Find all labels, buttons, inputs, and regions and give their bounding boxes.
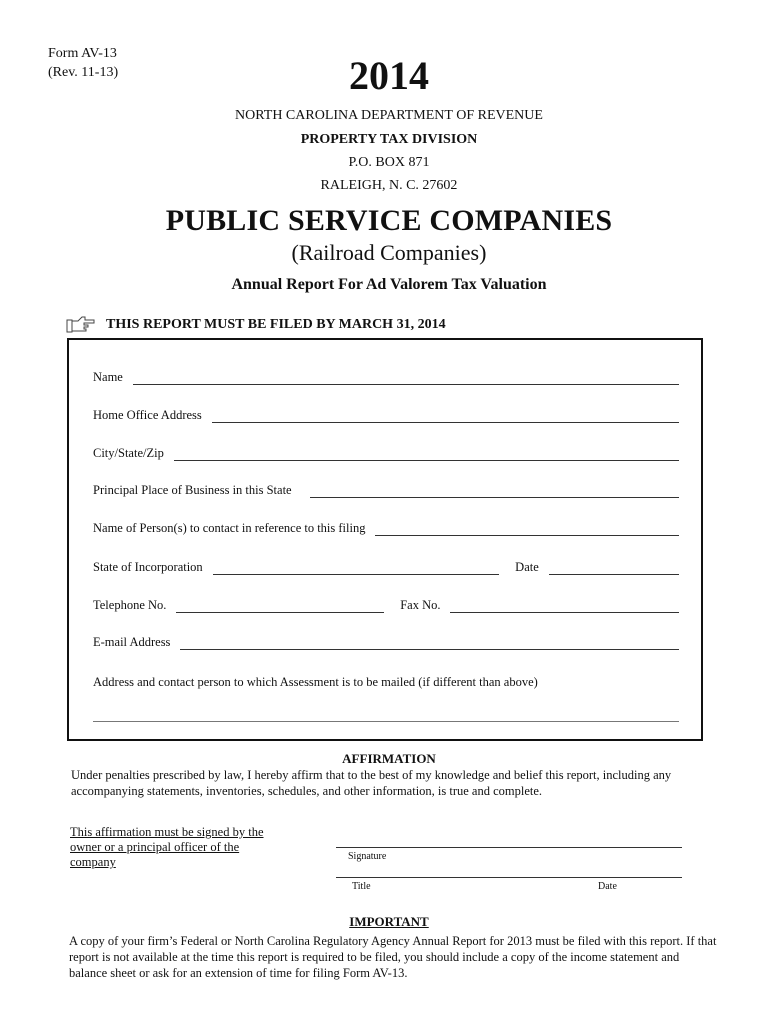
deadline-text: THIS REPORT MUST BE FILED BY MARCH 31, 2014: [106, 317, 446, 332]
email-label: E-mail Address: [93, 635, 171, 649]
home-office-address-field: [93, 408, 679, 423]
signature-line[interactable]: [336, 847, 682, 848]
important-text: A copy of your firm’s Federal or North Carolina Regulatory Agency Annual Report for 2013 must be filed with this report. If that report is not available at the time this report is required to be filed, you should include a copy of the income statement and balance sheet or ask for an extension of time for filing Form AV-13.: [69, 934, 717, 980]
telephone-label: Telephone No.: [93, 598, 167, 612]
contact-persons-label: Name of Person(s) to contact in reference to this filing: [93, 521, 366, 535]
assessment-address-input-line[interactable]: [93, 710, 679, 722]
form-number: Form AV-13: [48, 46, 117, 61]
subtitle: (Railroad Companies): [291, 240, 487, 265]
date-label: Date: [515, 560, 539, 574]
assessment-address-field: [93, 675, 679, 690]
contact-persons-field: [93, 521, 679, 536]
signature-label: Signature: [348, 851, 387, 862]
principal-place-input-line[interactable]: [310, 486, 679, 498]
city-state-zip-label: City/State/Zip: [93, 446, 164, 460]
incorporation-date-row: [93, 560, 679, 575]
company-info-box: [67, 338, 703, 741]
principal-place-label: Principal Place of Business in this State: [93, 483, 292, 497]
form-year: 2014: [349, 53, 429, 98]
city-state-zip-field: [93, 446, 679, 461]
po-box: P.O. BOX 871: [348, 155, 430, 170]
state-of-incorporation-label: State of Incorporation: [93, 560, 203, 574]
date-input-line[interactable]: [549, 563, 679, 575]
state-of-incorporation-input-line[interactable]: [213, 563, 499, 575]
form-revision: (Rev. 11-13): [48, 65, 119, 80]
assessment-address-line-row: [93, 710, 679, 722]
affirmation-text: Under penalties prescribed by law, I hereby affirm that to the best of my knowledge and belief this report, including any accompanying statements, inventories, schedules, and other information, is true and complete.: [71, 768, 672, 798]
principal-place-field: [93, 483, 679, 498]
important-title: IMPORTANT: [349, 914, 429, 929]
email-input-line[interactable]: [180, 638, 679, 650]
telephone-fax-row: [93, 598, 679, 613]
telephone-input-line[interactable]: [176, 601, 384, 613]
deadline-notice: [66, 316, 446, 334]
fax-input-line[interactable]: [450, 601, 679, 613]
name-field: [93, 370, 679, 385]
fax-label: Fax No.: [400, 598, 441, 612]
division-name: PROPERTY TAX DIVISION: [300, 132, 478, 147]
pointing-hand-icon: [66, 316, 96, 334]
signature-date-label: Date: [598, 881, 617, 892]
home-office-address-input-line[interactable]: [212, 411, 679, 423]
department-name: NORTH CAROLINA DEPARTMENT OF REVENUE: [235, 108, 543, 123]
assessment-address-label: Address and contact person to which Assessment is to be mailed (if different than above): [93, 675, 538, 689]
city-address: RALEIGH, N. C. 27602: [320, 178, 458, 193]
city-state-zip-input-line[interactable]: [174, 449, 679, 461]
home-office-address-label: Home Office Address: [93, 408, 202, 422]
main-title: PUBLIC SERVICE COMPANIES: [165, 204, 613, 237]
name-label: Name: [93, 370, 123, 384]
title-label: Title: [352, 881, 371, 892]
name-input-line[interactable]: [133, 373, 679, 385]
title-date-line[interactable]: [336, 877, 682, 878]
contact-persons-input-line[interactable]: [375, 524, 679, 536]
affirmation-note: This affirmation must be signed by the owner or a principal officer of the company: [70, 825, 264, 869]
affirmation-title: AFFIRMATION: [342, 751, 436, 766]
report-title: Annual Report For Ad Valorem Tax Valuation: [231, 276, 547, 293]
email-field: [93, 635, 679, 650]
